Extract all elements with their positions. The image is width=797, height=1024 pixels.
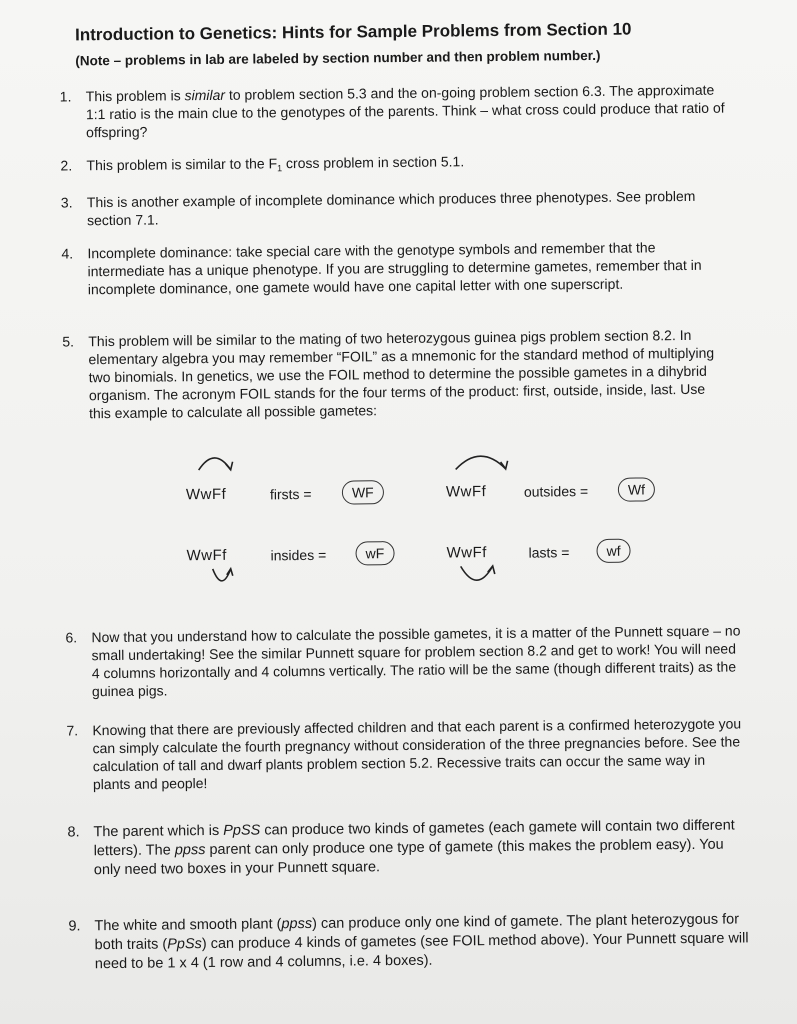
item-number: 3. (60, 194, 73, 211)
item-number: 2. (60, 157, 73, 174)
hint-item-2 (60, 150, 726, 180)
hint-item-7 (66, 714, 743, 793)
firsts-label: firsts = (269, 485, 312, 503)
item-number: 9. (68, 918, 81, 935)
insides-arc-icon (209, 567, 235, 587)
hint-item-5 (62, 326, 729, 423)
lasts-arc-icon (457, 564, 497, 588)
item-number: 8. (67, 824, 80, 841)
item-number: 4. (61, 245, 74, 262)
item-text: This problem is similar to the $F_1$ cross problem in section 5.1. (86, 153, 465, 174)
page-note: (Note – problems in lab are labeled by section number and then problem number.) (75, 47, 601, 69)
item-text: This is another example of incomplete dominance which produces three phenotypes. See problem section 7.1. (86, 187, 696, 229)
hint-item-4 (61, 238, 728, 299)
insides-result: wF (355, 541, 394, 565)
item-text: This problem is similar to problem section 5.3 and the on-going problem section 6.3. The approximate 1:1 ratio is the main clue to the genotypes of the parents. Think – what cross could produce that ratio of offspring? (85, 81, 725, 141)
outsides-label: outsides = (523, 483, 589, 500)
firsts-result: WF (342, 480, 384, 504)
item-text: The white and smooth plant (ppss) can produce only one kind of gamete. The plant heterozygous for both traits (PpSs) can produce 4 kinds of gametes (see FOIL method above). Your Punnett square will need to be 1 x 4 (1 row and 4 columns, i.e. 4 boxes). (94, 911, 749, 973)
hint-item-1 (59, 81, 727, 142)
lasts-genotype: WwFf (446, 544, 487, 562)
hint-item-9 (68, 910, 760, 974)
firsts-arc-icon (194, 450, 234, 472)
firsts-genotype: WwFf (185, 485, 227, 504)
outsides-genotype: WwFf (445, 483, 487, 501)
item-text: Now that you understand how to calculate the possible gametes, it is a matter of the Punnett square – no small undertaking! See the similar Punnett square for problem section 8.2 and get to work! You will need 4 columns horizontally and 4 columns vertically. The ratio will be the same (though different traits) as the guinea pigs. (91, 622, 741, 700)
page-title: Introduction to Genetics: Hints for Sample Problems from Section 10 (75, 19, 632, 45)
insides-genotype: WwFf (186, 546, 227, 565)
item-number: 6. (65, 629, 78, 646)
hint-item-6 (65, 621, 742, 700)
item-number: 5. (62, 333, 75, 350)
outsides-result: Wf (618, 477, 655, 501)
item-number: 7. (66, 722, 79, 739)
insides-label: insides = (270, 546, 327, 564)
item-text: Knowing that there are previously affected children and that each parent is a confirmed heterozygote you can simply calculate the fourth pregnancy without consideration of the three pregnancies before. See the calculation of tall and dwarf plants problem section 5.2. Recessive traits can occur the same way in plants and people! (92, 715, 742, 793)
lasts-result: wf (596, 539, 630, 563)
item-text: This problem will be similar to the mating of two heterozygous guinea pigs problem section 8.2. In elementary algebra you may remember “FOIL” as a mnemonic for the standard method of multiplying two binomials. In genetics, we use the FOIL method to determine the possible gametes in a dihybrid organism. The acronym FOIL stands for the four terms of the product: first, outside, inside, last. Use this example to calculate all possible gametes: (88, 326, 715, 422)
item-text: The parent which is PpSS can produce two kinds of gametes (each gamete will contain two different letters). The ppss parent can only produce one type of gamete (this makes the problem easy). You only need two boxes in your Punnett square. (93, 817, 735, 879)
hint-item-3 (60, 187, 727, 230)
outsides-arc-icon (451, 449, 509, 472)
item-number: 1. (59, 88, 72, 105)
hint-item-8 (67, 816, 754, 880)
lasts-label: lasts = (528, 544, 570, 561)
item-text: Incomplete dominance: take special care with the genotype symbols and remember that the intermediate has a unique phenotype. If you are struggling to determine gametes, remember that in incomplete dominance, one gamete would have one capital letter with one superscript. (87, 239, 702, 298)
